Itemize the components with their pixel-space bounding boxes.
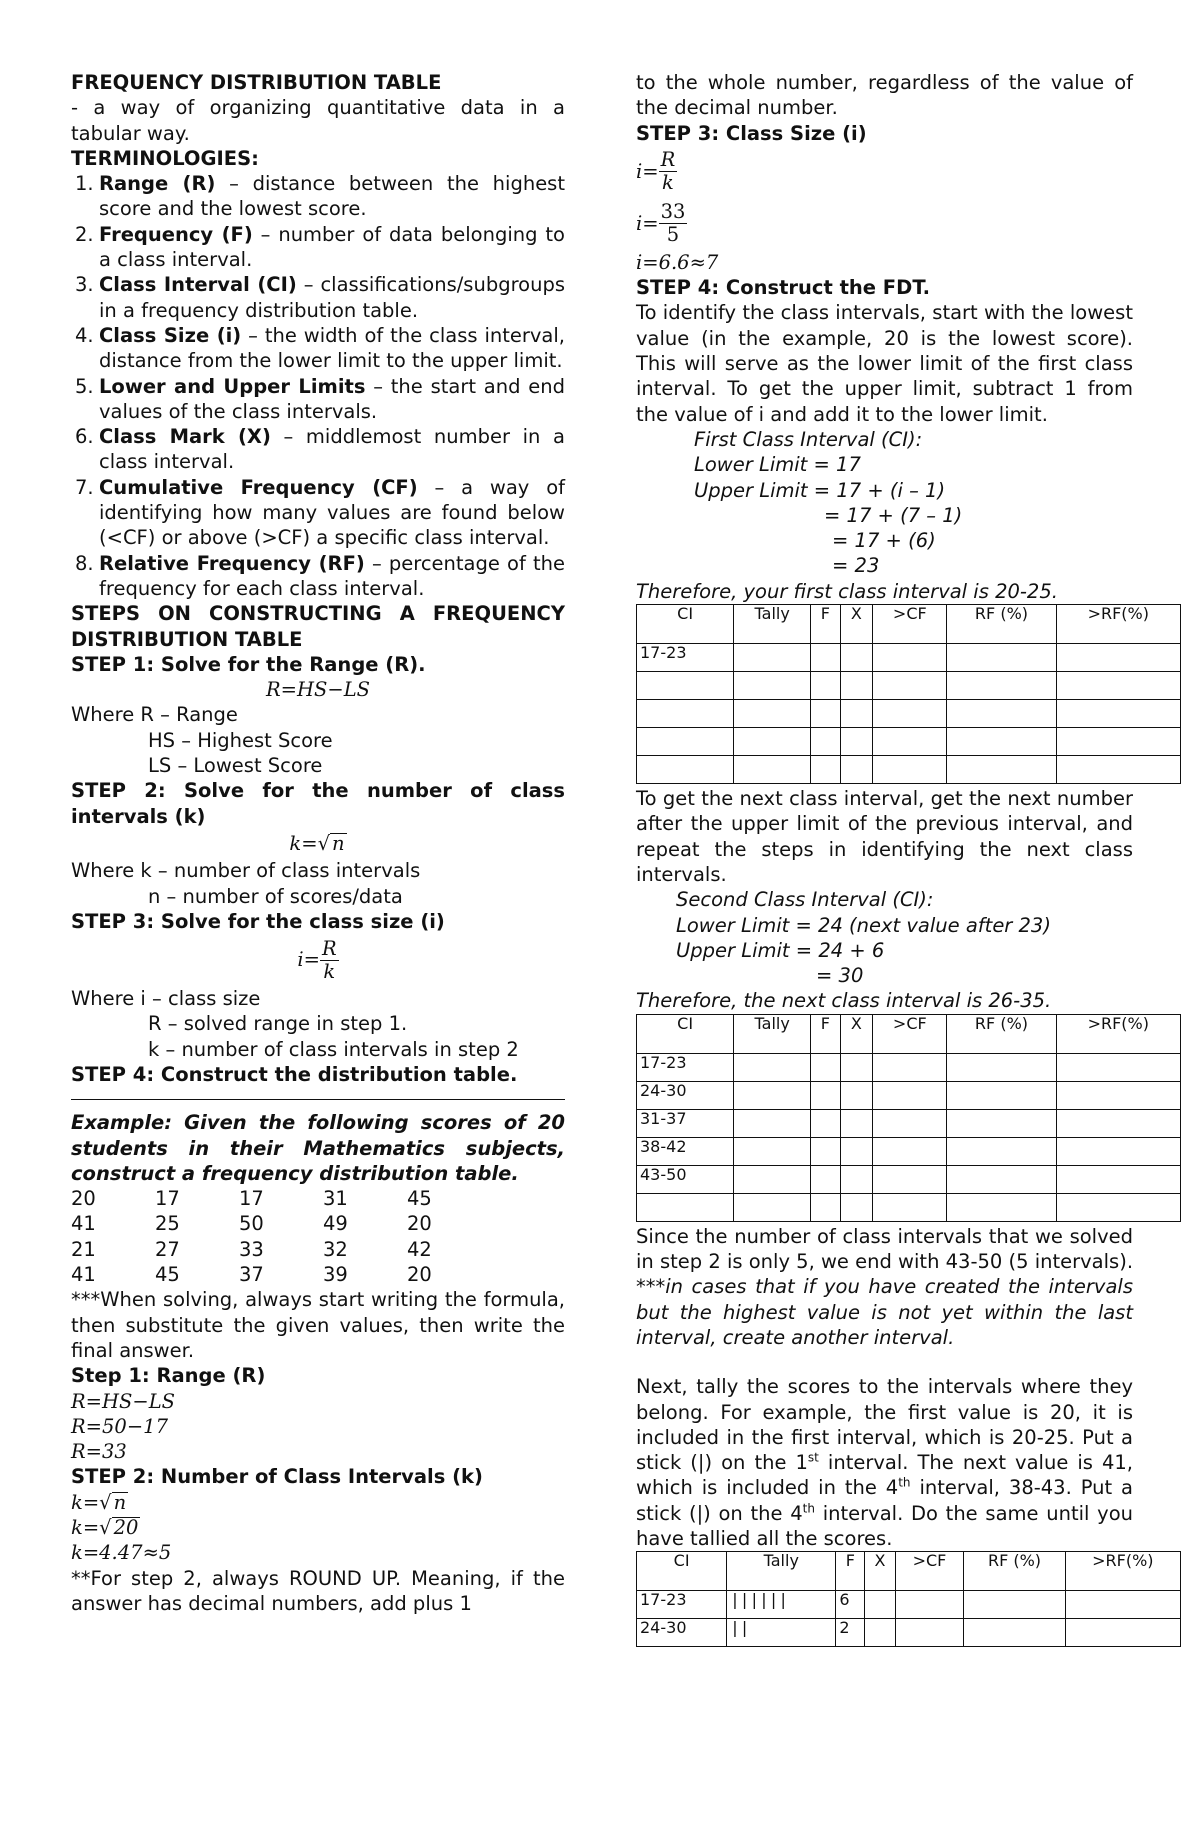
column-header: CI xyxy=(637,605,734,644)
range-work: R=50−17 xyxy=(71,1414,168,1438)
table-cell xyxy=(947,728,1056,756)
table-cell xyxy=(811,672,840,700)
table-cell xyxy=(1065,1591,1180,1619)
table-row xyxy=(637,1081,1181,1109)
step3-heading: STEP 3: Solve for the class size (i) xyxy=(71,909,445,933)
table-cell xyxy=(947,1165,1056,1193)
step1-where: HS – Highest Score xyxy=(148,728,333,752)
table-cell xyxy=(811,1165,840,1193)
right-column xyxy=(636,70,1154,1647)
k-work: k=√ n xyxy=(71,1490,127,1514)
column-header: >CF xyxy=(873,1014,947,1053)
table-cell xyxy=(734,672,811,700)
score-value: 21 xyxy=(71,1237,96,1261)
column-header: Tally xyxy=(727,1552,836,1591)
column-header: >RF(%) xyxy=(1065,1552,1180,1591)
table-cell xyxy=(1056,728,1180,756)
column-header: RF (%) xyxy=(964,1552,1065,1591)
table-header-row xyxy=(637,605,1181,644)
k-result: k=4.47≈5 xyxy=(71,1541,172,1565)
terms-heading: TERMINOLOGIES: xyxy=(71,146,259,170)
table-cell xyxy=(840,1081,873,1109)
score-value: 27 xyxy=(155,1237,180,1261)
table-cell xyxy=(811,700,840,728)
table-header-row xyxy=(637,1552,1181,1591)
step2-where: Where k – number of class intervals xyxy=(71,859,421,883)
table-cell xyxy=(1056,1193,1180,1221)
table-cell xyxy=(873,1081,947,1109)
para-five-intervals: Since the number of class intervals that we solved in step 2 is only 5, we end with 43-50 (5 intervals). xyxy=(636,1224,1134,1274)
table-row xyxy=(637,1137,1181,1165)
range-work: R=33 xyxy=(71,1440,127,1464)
score-value: 45 xyxy=(407,1187,432,1211)
ci-cell: 38-42 xyxy=(637,1137,734,1165)
table-cell xyxy=(811,1109,840,1137)
table-cell xyxy=(811,728,840,756)
score-value: 20 xyxy=(71,1187,96,1211)
table-cell xyxy=(734,728,811,756)
left-column xyxy=(71,70,565,1616)
table-cell xyxy=(840,1193,873,1221)
example-step1-heading: Step 1: Range (R) xyxy=(71,1364,266,1388)
table-header-row xyxy=(637,1014,1181,1053)
ci-cell xyxy=(637,700,734,728)
table-cell xyxy=(873,1165,947,1193)
table-row xyxy=(637,756,1181,784)
ci-cell xyxy=(637,728,734,756)
table-cell xyxy=(873,756,947,784)
score-value: 20 xyxy=(407,1212,432,1236)
score-value: 17 xyxy=(155,1187,180,1211)
score-value: 42 xyxy=(407,1237,432,1261)
table-cell xyxy=(947,644,1056,672)
k-formula: k=√ n xyxy=(289,831,345,855)
table-row xyxy=(637,728,1181,756)
step2-where: n – number of scores/data xyxy=(148,884,403,908)
column-header: X xyxy=(865,1552,895,1591)
ci-cell: 43-50 xyxy=(637,1165,734,1193)
table-row xyxy=(637,672,1181,700)
table-cell xyxy=(873,644,947,672)
fdt-table-3 xyxy=(636,1551,1181,1647)
table-cell xyxy=(1056,672,1180,700)
first-ci-work: First Class Interval (CI): Lower Limit = 17 Upper Limit = 17 + (i – 1) = 17 + (7 – 1) = 17 + (6) = 23 xyxy=(694,427,963,578)
column-header: CI xyxy=(637,1014,734,1053)
table-cell xyxy=(1056,1109,1180,1137)
table-row xyxy=(637,1053,1181,1081)
table-cell xyxy=(840,728,873,756)
step2-heading: STEP 2: Solve for the number of class intervals (k) xyxy=(71,779,565,828)
therefore-next: Therefore, the next class interval is 26-35. xyxy=(636,989,1052,1013)
ci-cell: 17-23 xyxy=(637,1053,734,1081)
table-cell xyxy=(947,672,1056,700)
table-cell xyxy=(873,1137,947,1165)
table-cell xyxy=(840,1137,873,1165)
scores-grid xyxy=(71,1186,565,1287)
table-cell xyxy=(734,756,811,784)
ci-cell: 24-30 xyxy=(637,1619,727,1647)
table-cell xyxy=(895,1591,964,1619)
score-value: 45 xyxy=(155,1263,180,1287)
score-value: 49 xyxy=(323,1212,348,1236)
table-cell xyxy=(840,672,873,700)
term-item: 1. Range (R) – distance between the highest score and the lowest score. xyxy=(75,172,565,221)
score-value: 37 xyxy=(239,1263,264,1287)
step3-where: Where i – class size xyxy=(71,987,261,1011)
range-work: R=HS−LS xyxy=(71,1389,176,1413)
para-next-interval: To get the next class interval, get the next number after the upper limit of the previous interval, and repeat the steps in identifying the next class intervals. xyxy=(636,787,1133,886)
para-tally: Next, tally the scores to the intervals where they belong. For example, the first value is 20, it is included in the first interval, which is 20-25. Put a stick (|) on the 1st interval. The next value is 41, which is included in the 4th interval, 38-43. Put a stick (|) on the 4th interval. Do the same until you have tallied all the scores. xyxy=(636,1375,1134,1550)
table-cell xyxy=(734,1193,811,1221)
para-first-interval: To identify the class intervals, start with the lowest value (in the example, 20 is the lowest score). This will serve as the lower limit of the first class interval. To get the upper limit, subtract 1 from the value of i and add it to the lower limit. xyxy=(636,301,1133,426)
table-cell xyxy=(840,756,873,784)
tally-cell: || xyxy=(727,1619,836,1647)
example-step4-heading: STEP 4: Construct the FDT. xyxy=(636,276,931,300)
column-header: >CF xyxy=(895,1552,964,1591)
table-cell xyxy=(947,700,1056,728)
column-header: F xyxy=(836,1552,865,1591)
table-cell xyxy=(873,1109,947,1137)
table-cell xyxy=(840,1053,873,1081)
second-ci-work: Second Class Interval (CI): Lower Limit = 24 (next value after 23) Upper Limit = 24 + 6 = 30 xyxy=(676,888,1051,988)
f-cell: 2 xyxy=(836,1619,865,1647)
tally-cell: |||||| xyxy=(727,1591,836,1619)
column-header: X xyxy=(840,1014,873,1053)
i-work: i= $\frac{R}{k}$ xyxy=(636,148,676,195)
column-header: X xyxy=(840,605,873,644)
therefore-first: Therefore, your first class interval is 20-25. xyxy=(636,579,1058,603)
table-cell xyxy=(947,1193,1056,1221)
term-item: 3. Class Interval (CI) – classifications/subgroups in a frequency distribution table. xyxy=(75,273,565,322)
table-cell xyxy=(865,1619,895,1647)
score-value: 41 xyxy=(71,1263,96,1287)
table-cell xyxy=(865,1591,895,1619)
column-header: >RF(%) xyxy=(1056,605,1180,644)
table-cell xyxy=(1056,1165,1180,1193)
table-cell xyxy=(947,756,1056,784)
table-cell xyxy=(947,1053,1056,1081)
table-cell xyxy=(1056,1137,1180,1165)
term-item: 6. Class Mark (X) – middlemost number in a class interval. xyxy=(75,425,566,474)
ci-cell: 17-23 xyxy=(637,1591,727,1619)
fdt-table-2 xyxy=(636,1014,1181,1222)
score-value: 32 xyxy=(323,1237,348,1261)
term-item: 4. Class Size (i) – the width of the class interval, distance from the lower limit to the upper limit. xyxy=(75,323,565,373)
step1-heading: STEP 1: Solve for the Range (R). xyxy=(71,652,426,676)
score-value: 33 xyxy=(239,1237,264,1261)
fdt-table-1 xyxy=(636,604,1181,784)
table-cell xyxy=(873,728,947,756)
table-row xyxy=(637,644,1181,672)
ci-cell: 24-30 xyxy=(637,1081,734,1109)
score-value: 39 xyxy=(323,1263,348,1287)
table-cell xyxy=(811,1081,840,1109)
score-value: 41 xyxy=(71,1212,96,1236)
term-item: 5. Lower and Upper Limits – the start and end values of the class intervals. xyxy=(75,374,565,423)
i-result: i=6.6≈7 xyxy=(636,250,719,274)
table-cell xyxy=(895,1619,964,1647)
k-work: k=√ 20 xyxy=(71,1516,139,1540)
step1-where: Where R – Range xyxy=(71,703,238,727)
doc-title: FREQUENCY DISTRIBUTION TABLE xyxy=(71,71,442,94)
table-cell xyxy=(873,1193,947,1221)
column-header: F xyxy=(811,605,840,644)
table-row xyxy=(637,1193,1181,1221)
table-cell xyxy=(811,1053,840,1081)
table-cell xyxy=(734,644,811,672)
step1-where: LS – Lowest Score xyxy=(148,754,323,778)
column-header: >CF xyxy=(873,605,947,644)
ci-cell: 31-37 xyxy=(637,1109,734,1137)
example-prompt: Example: Given the following scores of 20 students in their Mathematics subjects, construct a frequency distribution table. xyxy=(71,1111,565,1185)
table-cell xyxy=(734,1165,811,1193)
note-formula: ***When solving, always start writing the formula, then substitute the given values, then write the final answer. xyxy=(71,1288,565,1362)
term-item: 8. Relative Frequency (RF) – percentage of the frequency for each class interval. xyxy=(75,551,565,600)
term-item: 7. Cumulative Frequency (CF) – a way of identifying how many values are found below (<CF) or above (>CF) a specific class interval. xyxy=(75,475,565,550)
score-value: 25 xyxy=(155,1212,180,1236)
table-cell xyxy=(964,1591,1065,1619)
table-cell xyxy=(873,1053,947,1081)
table-cell xyxy=(947,1109,1056,1137)
step3-where: k – number of class intervals in step 2 xyxy=(148,1037,519,1061)
column-header: Tally xyxy=(734,1014,811,1053)
table-cell xyxy=(840,700,873,728)
ci-cell: 17-23 xyxy=(637,644,734,672)
score-value: 20 xyxy=(407,1263,432,1287)
table-cell xyxy=(1056,1081,1180,1109)
column-header: CI xyxy=(637,1552,727,1591)
table-cell xyxy=(1056,700,1180,728)
i-formula: i= $\frac{R}{k}$ xyxy=(297,936,337,983)
note-round-up: **For step 2, always ROUND UP. Meaning, if the answer has decimal numbers, add plus 1 xyxy=(71,1566,565,1615)
column-header: >RF(%) xyxy=(1056,1014,1180,1053)
table-cell xyxy=(840,1109,873,1137)
table-cell xyxy=(947,1137,1056,1165)
table-row xyxy=(637,1109,1181,1137)
table-cell xyxy=(811,1137,840,1165)
table-row xyxy=(637,1591,1181,1619)
example-step2-heading: STEP 2: Number of Class Intervals (k) xyxy=(71,1465,483,1489)
divider xyxy=(71,1099,565,1100)
step4-heading: STEP 4: Construct the distribution table. xyxy=(71,1062,518,1086)
example-step3-heading: STEP 3: Class Size (i) xyxy=(636,121,867,145)
column-header: RF (%) xyxy=(947,605,1056,644)
table-cell xyxy=(840,1165,873,1193)
table-cell xyxy=(734,1081,811,1109)
table-row xyxy=(637,1165,1181,1193)
table-cell xyxy=(873,700,947,728)
table-cell xyxy=(1056,1053,1180,1081)
fdt-definition: - a way of organizing quantitative data in a tabular way. xyxy=(71,96,565,145)
table-cell xyxy=(964,1619,1065,1647)
table-cell xyxy=(947,1081,1056,1109)
table-row xyxy=(637,1619,1181,1647)
term-item: 2. Frequency (F) – number of data belonging to a class interval. xyxy=(75,222,565,272)
i-work: i= $\frac{33}{5}$ xyxy=(636,200,686,247)
f-cell: 6 xyxy=(836,1591,865,1619)
table-cell xyxy=(734,1053,811,1081)
score-value: 50 xyxy=(239,1212,264,1236)
ci-cell xyxy=(637,1193,734,1221)
column-header: RF (%) xyxy=(947,1014,1056,1053)
steps-heading: STEPS ON CONSTRUCTING A FREQUENCY DISTRIBUTION TABLE xyxy=(71,602,565,651)
step3-where: R – solved range in step 1. xyxy=(148,1012,408,1036)
terms-list xyxy=(71,171,565,601)
table-cell xyxy=(1056,756,1180,784)
table-cell xyxy=(1056,644,1180,672)
table-cell xyxy=(873,672,947,700)
table-cell xyxy=(1065,1619,1180,1647)
range-formula: R=HS−LS xyxy=(265,678,371,702)
column-header: F xyxy=(811,1014,840,1053)
round-up-continued: to the whole number, regardless of the value of the decimal number. xyxy=(636,71,1133,120)
table-cell xyxy=(734,700,811,728)
table-cell xyxy=(811,1193,840,1221)
score-value: 17 xyxy=(239,1187,264,1211)
table-cell xyxy=(840,644,873,672)
ci-cell xyxy=(637,672,734,700)
table-cell xyxy=(734,1137,811,1165)
column-header: Tally xyxy=(734,605,811,644)
table-cell xyxy=(734,1109,811,1137)
ci-cell xyxy=(637,756,734,784)
table-cell xyxy=(811,644,840,672)
table-cell xyxy=(811,756,840,784)
para-extra-interval: ***in cases that if you have created the intervals but the highest value is not yet within the last interval, create another interval. xyxy=(636,1275,1133,1349)
score-value: 31 xyxy=(323,1187,348,1211)
table-row xyxy=(637,700,1181,728)
